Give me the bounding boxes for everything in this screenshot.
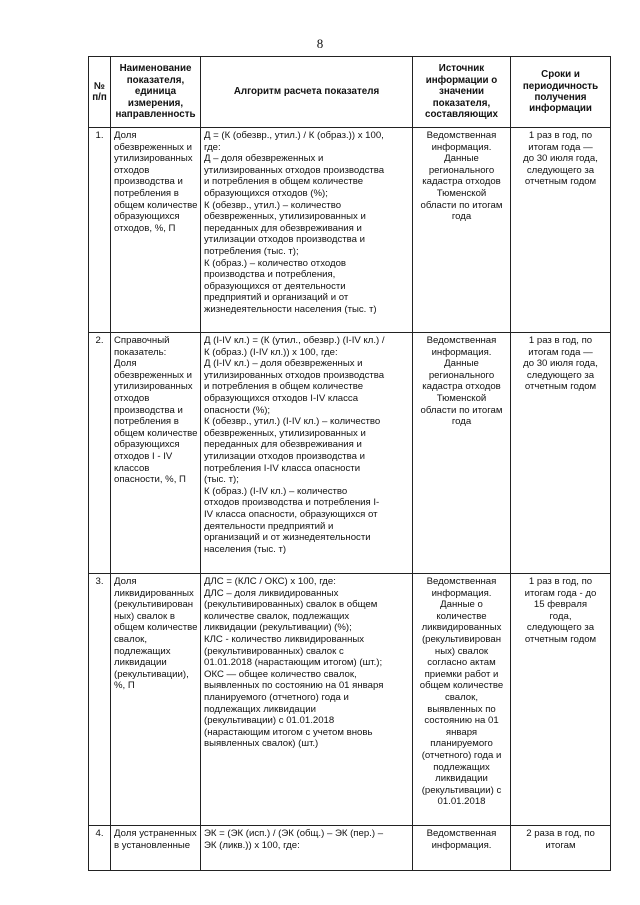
header-algorithm [201,57,413,128]
text-line: свалок, [114,633,148,645]
text-line: Данные о [440,599,483,611]
text-line: обезвреженных, утилизированных и [204,427,366,439]
text-line: 2 раза в год, по [526,828,595,839]
text-line: информации о [425,74,498,86]
page-number: 8 [316,36,324,51]
text-line: Сроки и [541,69,580,81]
text-line: Справочный [114,335,170,346]
text-line: Доля устраненных [114,828,197,839]
text-line: информация. [431,839,492,851]
text-line: (рекультивирован [421,633,502,645]
text-line: января [445,726,478,738]
text-line: К (обезвр., утил.) – количество [204,199,342,211]
text-line: Тюменской [436,392,487,404]
text-line: потребления в [114,416,179,428]
text-line: 01.01.2018 (нарастающим итогом) (шт.); [204,657,383,669]
text-line: образующихся отходов (%); [204,187,328,199]
text-line: итогам года — [528,346,593,358]
text-line: К (образ.) (I-IV кл.) – количество [204,485,348,497]
text-line: производства и [114,404,183,416]
reporting-term [511,128,611,333]
text-line: Данные [444,153,479,165]
text-line: IV класса опасности, образующихся от [204,508,378,520]
text-line: (отчетного) года и [421,749,502,761]
text-line: ликвидации (рекультивации) (%); [204,622,352,634]
text-line: Ведомственная [426,335,497,346]
text-line: выявленных свалок) (шт.) [204,738,319,750]
text-line: утилизированных [114,153,193,165]
reporting-term [511,574,611,826]
text-line: (рекультивации), [114,668,189,680]
text-line: итогам [545,839,576,851]
text-line: регионального [428,369,495,381]
text-line: ликвидации [435,773,488,785]
text-line: значении [438,86,485,98]
header-term [511,57,611,128]
text-line: опасности, %, П [114,474,186,486]
text-line: утилизированных [114,381,193,393]
text-line: Доля [114,576,137,587]
text-line: Д (I-IV кл.) = (К (утил., обезвр.) (I-IV кл.) / [204,335,385,346]
text-line: общем количестве [114,199,198,211]
text-line: направленность [115,109,196,121]
text-line: утилизированных отходов производства [204,369,385,381]
text-line: 1 раз в год, по [528,576,593,587]
text-line: переданных для обезвреживания и [204,222,362,234]
text-line: свалок, [444,691,479,703]
text-line: Источник [438,63,485,75]
text-line: ных) свалок [434,645,489,657]
text-line: населения (тыс. т) [204,543,287,555]
text-line: Алгоритм расчета показателя [233,86,380,98]
text-line: ликвидации [114,657,167,669]
text-line: Наименование [119,63,192,75]
text-line: показатель: [114,346,167,358]
text-line: информации [529,103,592,115]
text-line: года, [549,610,572,622]
text-line: жизнедеятельности населения (тыс. т) [204,303,377,315]
text-line: Доля [114,130,137,141]
text-line: классов [114,462,150,474]
text-line: отходов, %, П [114,222,176,234]
text-line: КЛС - количество ликвидированных [204,633,365,645]
text-line: составляющих [425,109,498,121]
text-line: Ведомственная [426,130,497,141]
text-line: образующихся [114,211,180,223]
calculation-algorithm [201,128,413,333]
calculation-algorithm [201,826,413,871]
text-line: потребления (тыс. т); [204,245,299,257]
text-line: выявленных по [427,703,496,715]
text-line: организаций и от жизнедеятельности [204,532,371,544]
text-line: периодичность [522,80,599,92]
text-line: опасности (%); [204,404,271,416]
text-line: согласно актам [427,657,496,669]
text-line: утилизированных отходов производства [204,164,385,176]
text-line: приемки работ и [424,668,499,680]
text-line: 15 февраля [533,599,588,611]
text-line: Д = (К (обезвр., утил.) / К (образ.)) х 100, [204,130,384,141]
text-line: К (образ.) (I-IV кл.)) х 100, где: [204,346,338,358]
table-header-row [89,57,611,128]
text-line: информация. [431,587,492,599]
text-line: отчетным годом [524,633,597,645]
text-line: 01.01.2018 [437,796,486,808]
indicator-table [88,56,611,871]
text-line: общем количестве [419,680,504,692]
text-line: отходов производства и потребления I- [204,497,380,509]
row-number: 4. [89,826,111,871]
text-line: подлежащих [114,645,171,657]
row-number: 1. [89,128,111,333]
text-line: состоянию на 01 [424,715,499,727]
text-line: где: [204,141,221,153]
information-source [413,128,511,333]
text-line: Данные [444,358,479,370]
text-line: показателя, [432,97,491,109]
text-line: (рекультивации) с [421,784,502,796]
text-line: утилизации отходов производства и [204,234,366,246]
text-line: (рекультивирован [114,599,194,611]
text-line: (рекультивации) с 01.01.2018 [204,715,335,727]
text-line: и потребления в общем количестве [204,381,364,393]
information-source [413,826,511,871]
reporting-term [511,333,611,574]
header-num [89,57,111,128]
text-line: ликвидированных [421,622,502,634]
text-line: получения [534,92,587,103]
text-line: (нарастающим итогом с учетом вновь [204,726,373,738]
text-line: кадастра отходов [422,381,501,393]
text-line: 1 раз в год, по [528,130,593,141]
text-line: обезвреженных и [114,141,192,153]
row-number: 3. [89,574,111,826]
text-line: информация. [431,346,492,358]
table-row [89,826,611,871]
table-row [89,128,611,333]
text-line: итогам года — [528,141,593,153]
text-line: общем количестве [114,427,198,439]
indicator-name [111,574,201,826]
text-line: итогам года - до [524,587,597,599]
text-line: обезвреженных и [114,369,192,381]
text-line: Доля [114,358,137,370]
text-line: К (образ.) – количество отходов [204,257,347,269]
text-line: до 30 июля года, [523,358,598,370]
text-line: выявленных по состоянию на 01 января [204,680,384,692]
text-line: ДЛС – доля ликвидированных [204,587,339,599]
text-line: (рекультивированных) свалок в общем [204,599,378,611]
text-line: кадастра отходов [422,176,501,188]
reporting-term [511,826,611,871]
text-line: показателя, [126,74,185,86]
text-line: отходов [114,164,150,176]
text-line: образующихся отходов I-IV класса [204,392,359,404]
text-line: в установленные [114,839,191,851]
text-line: предприятий и организаций и от [204,292,349,304]
text-line: отходов [114,392,150,404]
text-line: Ведомственная [426,576,497,587]
text-line: регионального [428,164,495,176]
text-line: (рекультивированных) свалок с [204,645,344,657]
text-line: количестве [436,610,487,622]
text-line: переданных для обезвреживания и [204,439,362,451]
text-line: подлежащих ликвидации [204,703,316,715]
information-source [413,574,511,826]
text-line: планируемого (отчетного) года и [204,691,349,703]
table-row [89,333,611,574]
text-line: информация. [431,141,492,153]
text-line: отходов I - IV [114,450,173,462]
text-line: подлежащих [433,761,490,773]
header-source [413,57,511,128]
text-line: образующихся [114,439,180,451]
text-line: отчетным годом [524,176,597,188]
information-source [413,333,511,574]
calculation-algorithm [201,574,413,826]
text-line: ЭК (ликв.)) х 100, где: [204,839,300,851]
text-line: ОКС — общее количество свалок, [204,668,357,680]
text-line: года [451,416,472,428]
text-line: следующего за [526,369,595,381]
text-line: обезвреженных, утилизированных и [204,211,366,223]
text-line: 1 раз в год, по [528,335,593,346]
text-line: производства и [114,176,183,188]
text-line: ликвидированных [114,587,194,599]
text-line: ДЛС = (КЛС / ОКС) х 100, где: [204,576,336,587]
text-line: единица [134,86,177,98]
text-line: области по итогам [420,404,503,416]
indicator-name [111,128,201,333]
text-line: К (обезвр., утил.) (I-IV кл.) – количество [204,416,381,428]
text-line: утилизации отходов производства и [204,450,366,462]
text-line: планируемого [430,738,493,750]
text-line: № [94,80,105,92]
text-line: области по итогам [420,199,503,211]
header-name [111,57,201,128]
text-line: п/п [92,92,107,103]
text-line: общем количестве [114,622,198,634]
text-line: деятельности предприятий и [204,520,334,532]
text-line: ЭК = (ЭК (исп.) / (ЭК (общ.) – ЭК (пер.) – [204,828,384,839]
text-line: до 30 июля года, [523,153,598,165]
indicator-name [111,333,201,574]
text-line: количестве свалок, подлежащих [204,610,350,622]
text-line: потребления в [114,187,179,199]
text-line: (тыс. т); [204,474,239,486]
text-line: отчетным годом [524,381,597,393]
text-line: Д (I-IV кл.) – доля обезвреженных и [204,358,363,370]
text-line: Тюменской [436,187,487,199]
table-row [89,574,611,826]
text-line: измерения, [127,97,184,109]
indicator-name [111,826,201,871]
row-number: 2. [89,333,111,574]
text-line: производства и потребления, [204,269,336,281]
text-line: Д – доля обезвреженных и [204,153,324,165]
text-line: Ведомственная [426,828,497,839]
text-line: %, П [114,680,135,692]
text-line: и потребления в общем количестве [204,176,364,188]
text-line: образующихся от деятельности [204,280,346,292]
text-line: следующего за [526,622,595,634]
calculation-algorithm [201,333,413,574]
text-line: следующего за [526,164,595,176]
text-line: ных) свалок в [114,610,175,622]
text-line: потребления I-IV класса опасности [204,462,361,474]
text-line: года [451,211,472,223]
